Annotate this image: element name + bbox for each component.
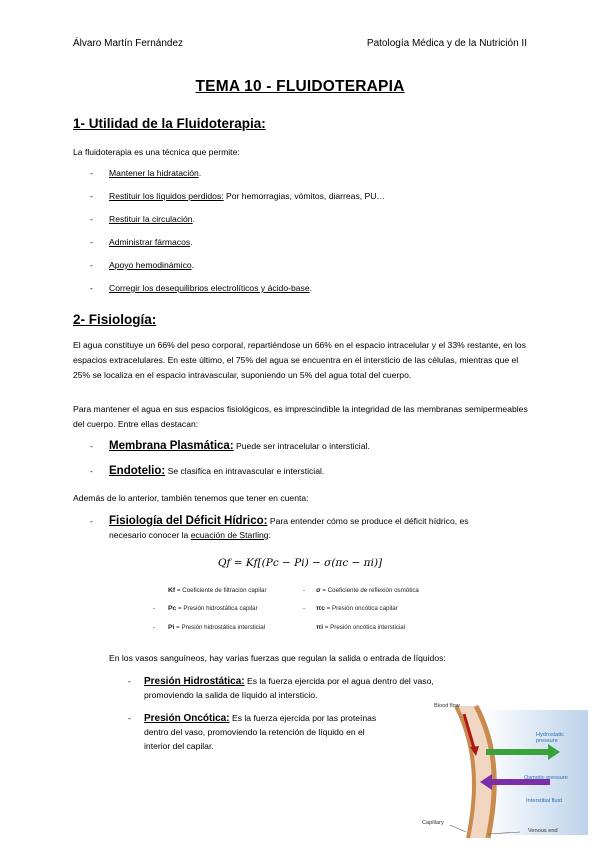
legend-item: Pc = Presión hidrostática capilar — [168, 605, 258, 612]
capillary-figure — [422, 700, 588, 840]
deficit-item-continuation: necesario conocer la ecuación de Starling: — [109, 530, 271, 540]
section2-paragraph-2: Para mantener el agua en sus espacios fisiológicos, es imprescindible la integridad de las membranas semipermeables del cuerpo. Entre ellas destacan: — [73, 404, 528, 429]
section1-heading: 1- Utilidad de la Fluidoterapia: — [73, 116, 266, 131]
label-hydrostatic: Hydrostatic pressure — [536, 732, 564, 744]
hydrostatic-arrow — [486, 749, 548, 755]
header-author: Álvaro Martín Fernández — [73, 38, 184, 49]
starling-link: ecuación de Starling — [190, 530, 269, 540]
list-item-link: Restituir los líquidos perdidos: — [109, 191, 224, 201]
list-item: - Apoyo hemodinámico. — [90, 260, 195, 270]
membrane-item: - Membrana Plasmática: Puede ser intracelular o intersticial. — [90, 440, 370, 452]
pressure-item: - Presión Hidrostática: Es la fuerza ejercida por el agua dentro del vaso, — [128, 676, 434, 687]
deficit-item: - Fisiología del Déficit Hídrico: Para entender cómo se produce el déficit hídrico, es — [90, 515, 469, 527]
section2-heading: 2- Fisiología: — [73, 312, 157, 327]
membrane-item: - Endotelio: Se clasifica en intravascular e intersticial. — [90, 465, 325, 477]
interstitial-area — [483, 710, 588, 835]
vessels-intro: En los vasos sanguíneos, hay varias fuerzas que regulan la salida o entrada de líquidos: — [109, 653, 446, 663]
list-item: - Corregir los desequilibrios electrolíticos y ácido-base. — [90, 283, 313, 293]
list-item: - Restituir la circulación. — [90, 214, 195, 224]
label-capillary: Capillary — [422, 820, 444, 826]
legend-item: Pi = Presión hidrostática intersticial — [168, 624, 266, 631]
list-item: - Restituir los líquidos perdidos: Por hemorragias, vómitos, diarreas, PU… — [90, 191, 386, 201]
starling-equation: Qf = Kf[(Pc − Pi) − σ(πc − πi)] — [217, 557, 383, 569]
label-osmotic: Osmotic pressure — [524, 775, 568, 781]
label-interstitial: Interstitial fluid — [526, 798, 562, 804]
list-item-link: Mantener la hidratación — [109, 168, 199, 178]
label-blood-flow: Blood flow — [434, 703, 460, 709]
header-course: Patología Médica y de la Nutrición II — [366, 38, 527, 49]
pressure-item: - Presión Oncótica: Es la fuerza ejercida por las proteínas — [128, 713, 377, 724]
list-item: - Mantener la hidratación. — [90, 168, 202, 178]
list-item: - Administrar fármacos. — [90, 237, 193, 247]
list-item-link: Restituir la circulación — [109, 214, 193, 224]
legend-item: πi = Presión oncótica intersticial — [316, 624, 406, 631]
legend-item: - σ = Coeficiente de reflexión osmótica — [303, 587, 419, 594]
legend-item: - πc = Presión oncótica capilar — [303, 605, 398, 612]
section2-paragraph-3: Además de lo anterior, también tenemos que tener en cuenta: — [73, 493, 309, 503]
page-title: TEMA 10 - FLUIDOTERAPIA — [195, 78, 405, 95]
section1-intro: La fluidoterapia es una técnica que permite: — [73, 147, 240, 157]
section2-paragraph-1: El agua constituye un 66% del peso corporal, repartiéndose un 66% en el espacio intracelular y el 33% restante, en los espacios extracelulares. En este último, el 75% del agua se encuentra en el intersticio de las células, mientras que el 25% se localiza en el espacio intravascular, suponiendo un 5% del agua total del cuerpo. — [73, 340, 526, 380]
label-venous-end: Venous end — [528, 828, 558, 834]
list-item-link: Administrar fármacos — [109, 237, 191, 247]
list-item-link: Corregir los desequilibrios electrolíticos y ácido-base — [109, 283, 310, 293]
list-item-link: Apoyo hemodinámico — [109, 260, 192, 270]
legend-item: Kf = Coeficiente de filtración capilar — [168, 587, 267, 594]
